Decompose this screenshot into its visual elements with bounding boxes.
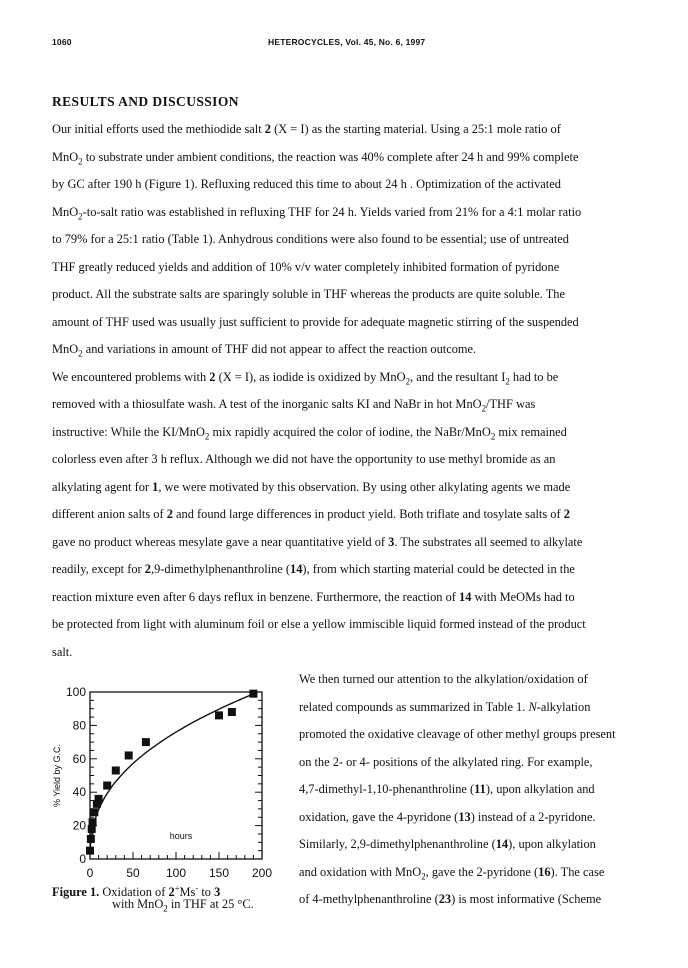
y-tick-label: 60 bbox=[72, 751, 86, 766]
x-axis-label: hours bbox=[169, 831, 193, 841]
body-line: readily, except for 2,9-dimethylphenanthroline (14), from which starting material could be detected in the bbox=[52, 562, 575, 576]
data-point bbox=[249, 690, 257, 698]
body-line: reaction mixture even after 6 days reflux in benzene. Furthermore, the reaction of 14 with MeOMs had to bbox=[52, 589, 575, 604]
right-column-line: of 4-methylphenanthroline (23) is most informative (Scheme bbox=[299, 892, 602, 906]
data-point bbox=[112, 766, 120, 774]
body-line: to 79% for a 25:1 ratio (Table 1). Anhydrous conditions were also found to be essential; use of untreated bbox=[52, 232, 569, 246]
y-tick-label: 0 bbox=[79, 852, 86, 866]
data-point bbox=[103, 782, 111, 790]
data-point bbox=[87, 835, 95, 843]
body-line: product. All the substrate salts are sparingly soluble in THF whereas the products are quite soluble. The bbox=[52, 287, 565, 301]
data-point bbox=[125, 751, 133, 759]
x-tick-label: 150 bbox=[208, 866, 230, 880]
body-line: amount of THF used was usually just sufficient to provide for adequate magnetic stirring of the suspended bbox=[52, 314, 579, 329]
figure-caption-line-1: Figure 1. Oxidation of 2+Ms- to 3 bbox=[52, 883, 221, 900]
x-tick-label: 100 bbox=[165, 866, 187, 880]
y-axis-label: % Yield by G.C. bbox=[52, 743, 62, 808]
right-column-line: 4,7-dimethyl-1,10-phenanthroline (11), upon alkylation and bbox=[299, 782, 595, 796]
body-line: removed with a thiosulfate wash. A test of the inorganic salts KI and NaBr in hot MnO$_2$/THF was bbox=[52, 397, 536, 414]
right-column-line: and oxidation with MnO$_2$, gave the 2-pyridone (16). The case bbox=[299, 864, 605, 881]
x-tick-label: 200 bbox=[251, 866, 273, 880]
data-point bbox=[228, 708, 236, 716]
body-line: different anion salts of 2 and found large differences in product yield. Both triflate and tosylate salts of 2 bbox=[52, 507, 570, 521]
body-line: by GC after 190 h (Figure 1). Refluxing reduced this time to about 24 h . Optimization of the activated bbox=[52, 177, 561, 191]
data-point bbox=[86, 847, 94, 855]
body-line: MnO$_2$ and variations in amount of THF did not appear to affect the reaction outcome. bbox=[52, 342, 477, 359]
body-line: MnO$_2$ to substrate under ambient conditions, the reaction was 40% complete after 24 h and 99% complete bbox=[52, 149, 579, 166]
right-column-line: oxidation, gave the 4-pyridone (13) instead of a 2-pyridone. bbox=[299, 809, 596, 824]
body-line: THF greatly reduced yields and addition of 10% v/v water completely inhibited formation of pyridone bbox=[52, 259, 560, 274]
x-tick-label: 50 bbox=[126, 866, 140, 880]
data-point bbox=[90, 808, 98, 816]
x-tick-label: 0 bbox=[86, 866, 94, 880]
body-line: colorless even after 3 h reflux. Although we did not have the opportunity to use methyl bromide as an bbox=[52, 452, 556, 466]
y-tick-label: 20 bbox=[72, 818, 86, 833]
body-line: MnO$_2$-to-salt ratio was established in refluxing THF for 24 h. Yields varied from 21% for a 4:1 molar ratio bbox=[52, 204, 582, 221]
body-line: We encountered problems with 2 (X = I), as iodide is oxidized by MnO$_2$, and the resultant $I_2$ had to be bbox=[52, 369, 559, 386]
right-column-line: on the 2- or 4- positions of the alkylated ring. For example, bbox=[299, 754, 593, 769]
body-line: Our initial efforts used the methiodide salt 2 (X = I) as the starting material. Using a 25:1 mole ratio of bbox=[52, 122, 561, 136]
data-point bbox=[95, 795, 103, 803]
page-number: 1060 bbox=[52, 37, 72, 47]
journal-header: HETEROCYCLES, Vol. 45, No. 6, 1997 bbox=[268, 37, 426, 47]
data-point bbox=[142, 738, 150, 746]
right-column-line: Similarly, 2,9-dimethylphenanthroline (14), upon alkylation bbox=[299, 837, 596, 851]
section-heading: RESULTS AND DISCUSSION bbox=[52, 94, 239, 109]
data-point bbox=[89, 818, 97, 826]
y-tick-label: 40 bbox=[72, 785, 86, 800]
body-line: salt. bbox=[52, 644, 73, 659]
body-line: instructive: While the KI/MnO$_2$ mix rapidly acquired the color of iodine, the NaBr/MnO$_2$ mix remained bbox=[52, 424, 567, 441]
data-point bbox=[215, 711, 223, 719]
figure-1-chart bbox=[40, 676, 280, 888]
body-line: be protected from light with aluminum foil or else a yellow immiscible liquid formed instead of the product bbox=[52, 617, 586, 631]
body-line: alkylating agent for 1, we were motivated by this observation. By using other alkylating agents we made bbox=[52, 479, 571, 494]
y-tick-label: 80 bbox=[72, 718, 86, 733]
right-column-line: promoted the oxidative cleavage of other methyl groups present bbox=[299, 727, 616, 741]
right-column-line: We then turned our attention to the alkylation/oxidation of bbox=[299, 672, 588, 686]
body-line: gave no product whereas mesylate gave a near quantitative yield of 3. The substrates all seemed to alkylate bbox=[52, 534, 583, 549]
figure-caption-line-2: with MnO$_2$ in THF at 25 °C. bbox=[112, 897, 254, 914]
right-column-line: related compounds as summarized in Table 1. N-alkylation bbox=[299, 699, 591, 714]
y-tick-label: 100 bbox=[65, 685, 86, 699]
